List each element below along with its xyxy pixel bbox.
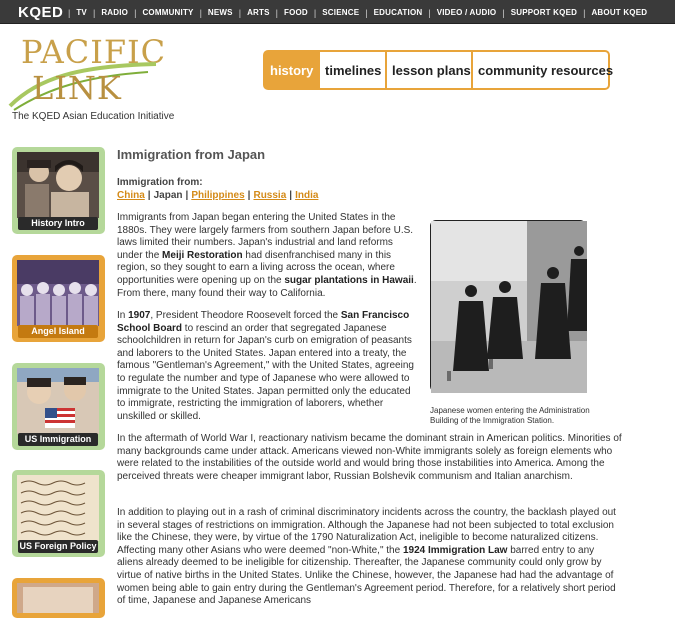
country-link-china[interactable]: China	[117, 190, 145, 201]
group-photo-icon	[17, 260, 99, 326]
nav-link-video-audio[interactable]: VIDEO / AUDIO	[436, 8, 497, 17]
nav-separator: |	[68, 7, 71, 18]
nav-separator: |	[365, 7, 368, 18]
paragraph-nativism: In the aftermath of World War I, reactionary nativism became the dominant strain in American politics. Minorities of many backgrounds came under attack. Americans viewed non-White immigrants solely as foreign elements who were related to the instabilities of the outside world and would bring those instabilities into America. Among the perceived threats were cheaper immigrant labor, Russian Bolshevik communism and Italian anarchism.	[117, 433, 622, 482]
section-tabs	[263, 50, 614, 90]
logo-tagline: The KQED Asian Education Initiative	[12, 111, 175, 122]
country-link-russia[interactable]: Russia	[253, 190, 287, 201]
sidebar-item-label: Angel Island	[18, 325, 98, 338]
kqed-logo-link[interactable]: KQED	[18, 4, 64, 21]
nav-separator: |	[92, 7, 96, 18]
nav-link-news[interactable]: NEWS	[207, 8, 233, 17]
paragraph-1924-law: In addition to playing out in a rash of criminal discriminatory incidents across the country, the backlash played out in several stages of restrictions on immigration. Although the Japanese had not been subjected to total exclusion like the Chinese, they were, by virtue of the 1790 Naturalization Act, ineligible to become naturalized citizens. Affecting many other Asians who were deemed "non-White," the 1924 Immigration Law barred entry to any aliens already deemed to be ineligible for citizenship. Thereafter, the Japanese community could only grow by virtue of native births in the United States. Unlike the Chinese, however, the Japanese had had the advantage of women being able to gain entry during the Gentleman's Agreement period. Therefore, for a relatively short period of time, Japanese and Japanese Americans	[117, 507, 616, 607]
history-intro-photo	[17, 152, 99, 218]
japanese-women-photo	[430, 220, 586, 392]
top-nav-bar	[0, 0, 675, 24]
nav-link-about-kqed[interactable]: ABOUT KQED	[591, 8, 648, 17]
sidebar-item-us-foreign-policy[interactable]	[12, 470, 105, 557]
paragraph-1907: In 1907, President Theodore Roosevelt forced the San Francisco School Board to rescind an order that segregated Japanese schoolchildren in return for Japan's curb on emigration of peasants and laborers to the United States. Japan entered into a treaty, the famous "Gentleman's Agreement," with the United States, agreeing to regulate the number and type of Japanese who were allowed to immigrate to the United States. Japan permitted only the educated to immigrate, restricting the immigration of laborers, whether unskilled or skilled.	[117, 310, 414, 422]
link-separator: |	[247, 190, 251, 201]
link-separator: |	[185, 190, 189, 201]
logo-title-pacific: PACIFIC	[21, 33, 167, 71]
nav-separator: |	[275, 7, 278, 18]
tab-history[interactable]: history	[263, 50, 320, 90]
historical-photo-icon	[431, 221, 587, 393]
nav-link-support-kqed[interactable]: SUPPORT KQED	[510, 8, 578, 17]
photo-caption: Japanese women entering the Administration Building of the Immigration Station.	[430, 406, 590, 425]
portrait-photo-icon	[17, 152, 99, 218]
nav-link-science[interactable]: SCIENCE	[322, 8, 360, 17]
document-photo-icon	[17, 583, 99, 613]
sidebar-item-us-immigration[interactable]	[12, 363, 105, 450]
top-nav-links	[66, 6, 651, 19]
angel-island-photo	[17, 260, 99, 326]
sidebar-next-photo	[17, 583, 99, 613]
sidebar-item-next[interactable]	[12, 578, 105, 618]
nav-link-food[interactable]: FOOD	[284, 8, 308, 17]
bold-1907: 1907	[128, 310, 151, 321]
country-link-philippines[interactable]: Philippines	[191, 190, 245, 201]
nav-separator: |	[313, 7, 317, 18]
bold-1924-immigration-law: 1924 Immigration Law	[402, 544, 508, 556]
tab-lesson-plans[interactable]: lesson plans	[387, 50, 473, 90]
children-flag-photo-icon	[17, 368, 99, 434]
paragraph-meiji: Immigrants from Japan began entering the United States in the 1880s. They were largely farmers from southern Japan before U.S. laws limited their numbers. Japan's industrial and land reforms under the Meiji Restoration had disenfranchised many in this region, so they sought to earn a living across the ocean, where opportunities were opening up on the sugar plantations in Hawaii. From there, many found their way to California.	[117, 212, 417, 299]
bold-sf-school-board: San Francisco School Board	[117, 310, 410, 334]
nav-separator: |	[134, 7, 137, 18]
tab-timelines[interactable]: timelines	[320, 50, 387, 90]
bold-meiji-restoration: Meiji Restoration	[162, 249, 243, 261]
immigration-from-label: Immigration from:	[117, 177, 203, 188]
nav-separator: |	[428, 7, 431, 18]
nav-link-tv[interactable]: TV	[76, 8, 87, 17]
nav-link-community[interactable]: COMMUNITY	[142, 8, 194, 17]
sidebar-item-label: History Intro	[18, 217, 98, 230]
link-separator: |	[289, 190, 293, 201]
sidebar-item-angel-island[interactable]	[12, 255, 105, 342]
link-separator: |	[147, 190, 151, 201]
logo-title-link: LINK	[32, 69, 122, 107]
nav-link-education[interactable]: EDUCATION	[373, 8, 423, 17]
tab-community-resources[interactable]: community resources	[473, 50, 610, 90]
immigration-from-nav	[117, 176, 318, 202]
bold-sugar-plantations: sugar plantations in Hawaii	[284, 274, 414, 286]
pacific-link-logo[interactable]	[8, 32, 198, 124]
country-link-india[interactable]: India	[295, 190, 319, 201]
page-title: Immigration from Japan	[117, 147, 266, 162]
nav-link-radio[interactable]: RADIO	[101, 8, 129, 17]
nav-separator: |	[238, 7, 242, 18]
us-immigration-photo	[17, 368, 99, 434]
sidebar-item-history-intro[interactable]	[12, 147, 105, 234]
sidebar-item-label: US Immigration	[18, 433, 98, 446]
sidebar-item-label: US Foreign Policy	[19, 541, 97, 551]
country-current-japan: Japan	[153, 190, 183, 201]
handwritten-document-icon	[17, 475, 99, 541]
nav-separator: |	[199, 7, 202, 18]
us-foreign-policy-photo	[17, 475, 99, 541]
nav-separator: |	[583, 7, 586, 18]
nav-separator: |	[502, 7, 505, 18]
nav-link-arts[interactable]: ARTS	[247, 8, 270, 17]
